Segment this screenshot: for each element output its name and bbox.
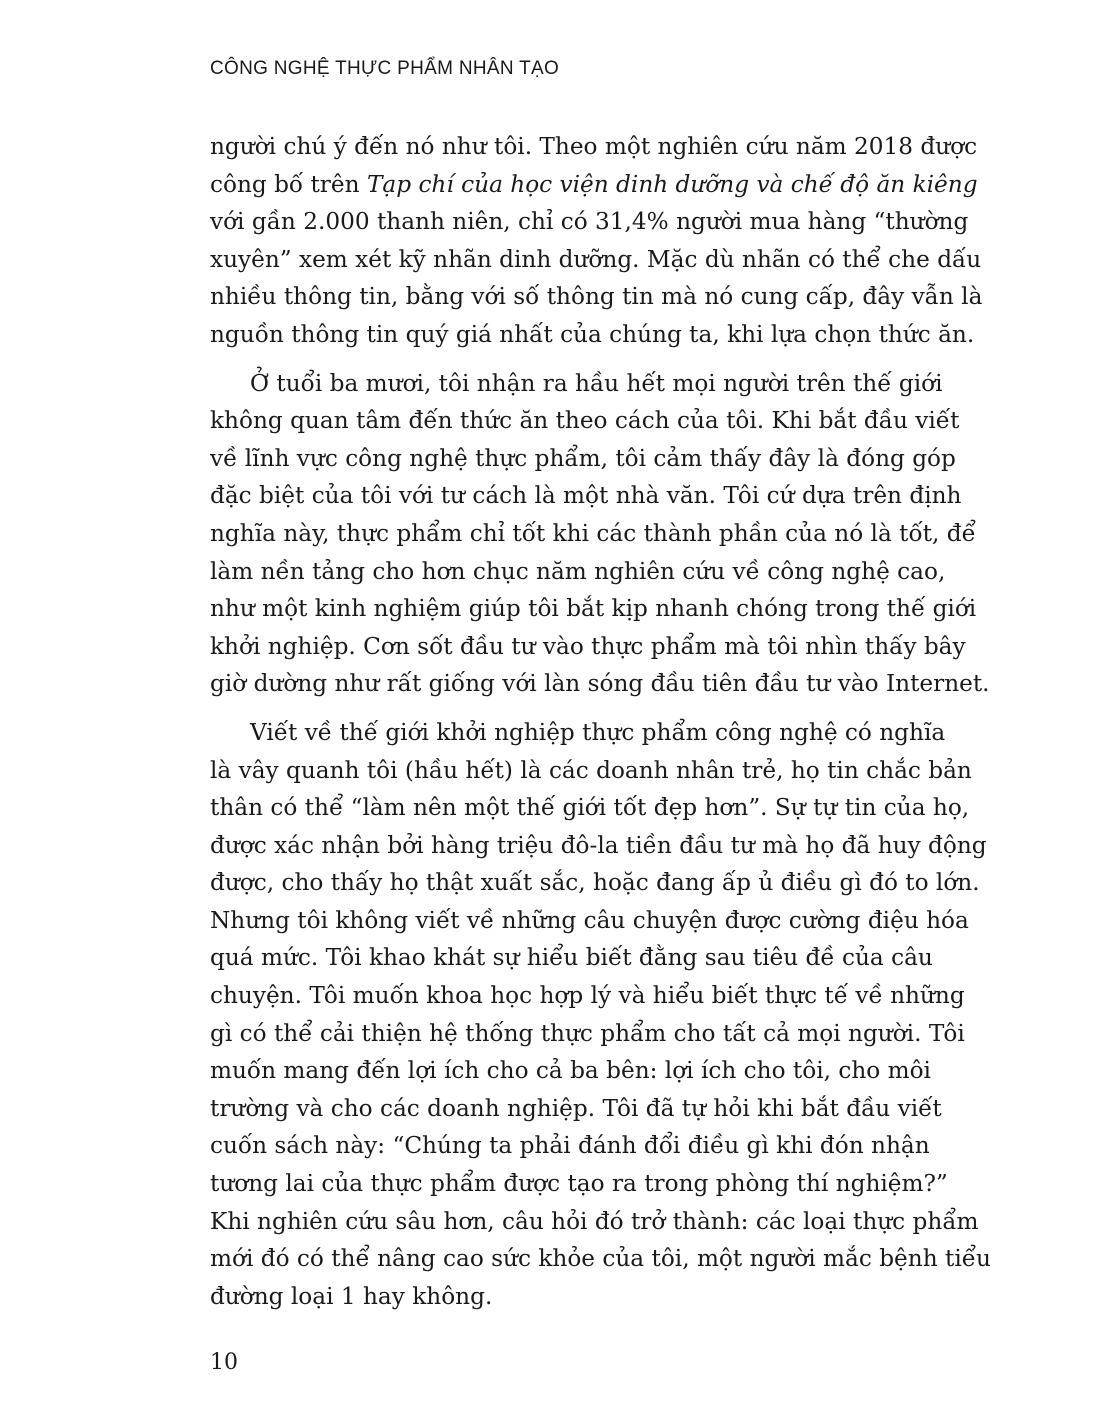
text-line: Viết về thế giới khởi nghiệp thực phẩm công nghệ có nghĩa bbox=[250, 718, 946, 746]
text-line: là vây quanh tôi (hầu hết) là các doanh nhân trẻ, họ tin chắc bản bbox=[210, 756, 972, 784]
text-line: được xác nhận bởi hàng triệu đô-la tiền đầu tư mà họ đã huy động bbox=[210, 831, 987, 859]
text-line: không quan tâm đến thức ăn theo cách của tôi. Khi bắt đầu viết bbox=[210, 407, 960, 435]
page-number: 10 bbox=[210, 1350, 238, 1375]
text-line: trường và cho các doanh nghiệp. Tôi đã tự hỏi khi bắt đầu viết bbox=[210, 1094, 942, 1122]
text-line: muốn mang đến lợi ích cho cả ba bên: lợi ích cho tôi, cho môi bbox=[210, 1057, 931, 1085]
text-fragment: công bố trên bbox=[210, 170, 360, 198]
text-line: khởi nghiệp. Cơn sốt đầu tư vào thực phẩm mà tôi nhìn thấy bây bbox=[210, 632, 966, 660]
text-line: làm nền tảng cho hơn chục năm nghiên cứu về công nghệ cao, bbox=[210, 557, 946, 585]
text-line: tương lai của thực phẩm được tạo ra trong phòng thí nghiệm?” bbox=[210, 1170, 948, 1198]
text-line: đường loại 1 hay không. bbox=[210, 1282, 493, 1310]
text-line: Ở tuổi ba mươi, tôi nhận ra hầu hết mọi người trên thế giới bbox=[250, 369, 943, 397]
text-line: xuyên” xem xét kỹ nhãn dinh dưỡng. Mặc dù nhãn có thể che dấu bbox=[210, 245, 982, 273]
paragraph-1 bbox=[210, 128, 983, 354]
text-line: đặc biệt của tôi với tư cách là một nhà văn. Tôi cứ dựa trên định bbox=[210, 482, 962, 510]
text-line: như một kinh nghiệm giúp tôi bắt kịp nhanh chóng trong thế giới bbox=[210, 595, 977, 623]
running-header: CÔNG NGHỆ THỰC PHẨM NHÂN TẠO bbox=[210, 58, 560, 79]
journal-title: Tạp chí của học viện dinh dưỡng và chế độ ăn kiêng bbox=[366, 170, 978, 198]
text-line: nghĩa này, thực phẩm chỉ tốt khi các thành phần của nó là tốt, để bbox=[210, 519, 976, 547]
text-line: giờ dường như rất giống với làn sóng đầu tiên đầu tư vào Internet. bbox=[210, 670, 990, 698]
paragraph-2 bbox=[210, 365, 990, 703]
text-line: chuyện. Tôi muốn khoa học hợp lý và hiểu biết thực tế về những bbox=[210, 982, 965, 1010]
text-line: với gần 2.000 thanh niên, chỉ có 31,4% người mua hàng “thường bbox=[210, 208, 969, 236]
text-line: nguồn thông tin quý giá nhất của chúng ta, khi lựa chọn thức ăn. bbox=[210, 320, 975, 348]
text-line: về lĩnh vực công nghệ thực phẩm, tôi cảm thấy đây là đóng góp bbox=[210, 444, 956, 472]
text-line: mới đó có thể nâng cao sức khỏe của tôi, một người mắc bệnh tiểu bbox=[210, 1245, 991, 1273]
text-line: Khi nghiên cứu sâu hơn, câu hỏi đó trở thành: các loại thực phẩm bbox=[210, 1207, 979, 1235]
text-line: người chú ý đến nó như tôi. Theo một nghiên cứu năm 2018 được bbox=[210, 133, 978, 160]
text-line: gì có thể cải thiện hệ thống thực phẩm cho tất cả mọi người. Tôi bbox=[210, 1019, 965, 1047]
text-line: quá mức. Tôi khao khát sự hiểu biết đằng sau tiêu đề của câu bbox=[210, 944, 933, 972]
text-line: nhiều thông tin, bằng với số thông tin mà nó cung cấp, đây vẫn là bbox=[210, 283, 983, 311]
body-text bbox=[210, 128, 991, 1315]
text-line bbox=[210, 166, 978, 204]
text-line: cuốn sách này: “Chúng ta phải đánh đổi điều gì khi đón nhận bbox=[210, 1132, 930, 1160]
text-line: Nhưng tôi không viết về những câu chuyện được cường điệu hóa bbox=[210, 906, 969, 934]
paragraph-3 bbox=[210, 714, 991, 1316]
text-line: được, cho thấy họ thật xuất sắc, hoặc đang ấp ủ điều gì đó to lớn. bbox=[210, 869, 980, 897]
text-line: thân có thể “làm nên một thế giới tốt đẹp hơn”. Sự tự tin của họ, bbox=[210, 794, 970, 822]
